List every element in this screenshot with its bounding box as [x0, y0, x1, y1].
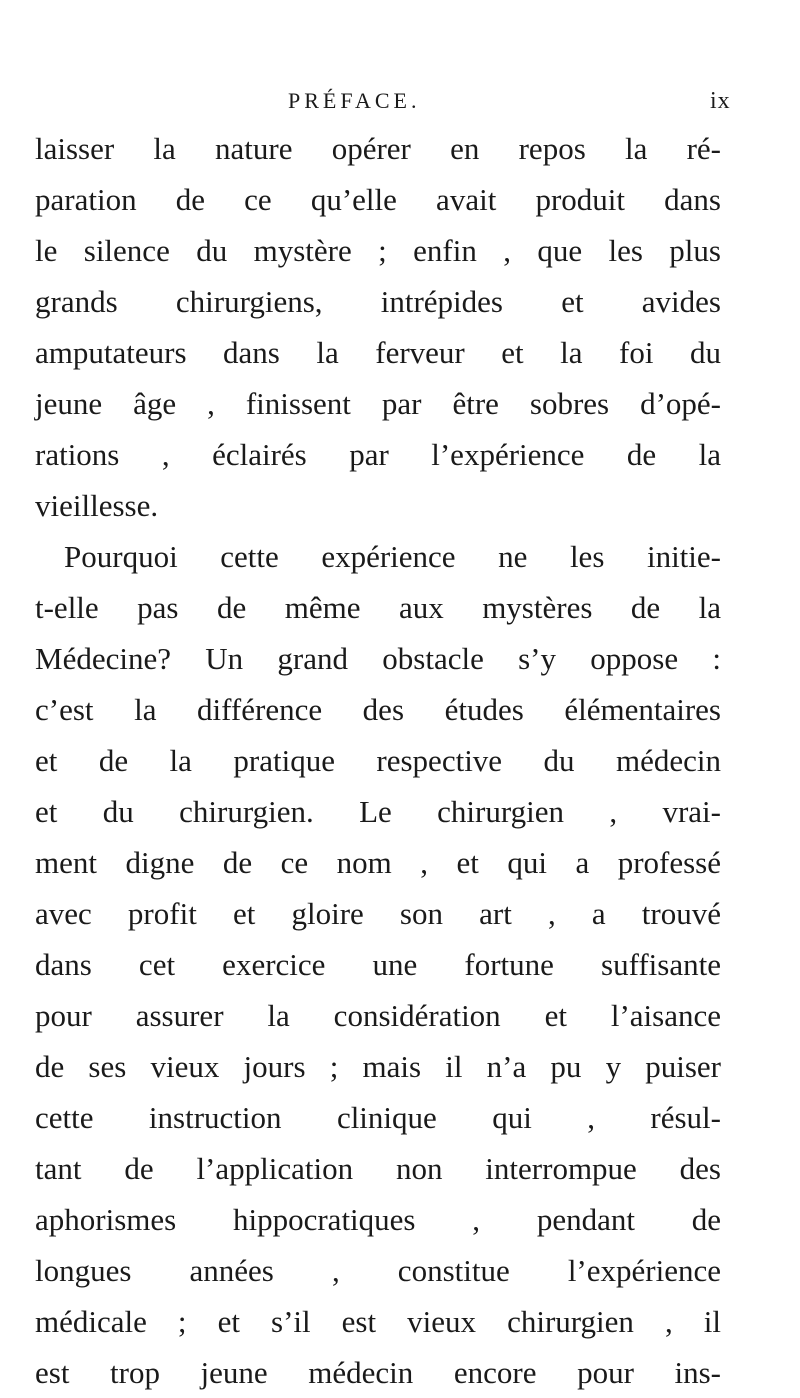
text-line: paration de ce qu’elle avait produit dans	[35, 182, 721, 217]
text-line: ment digne de ce nom , et qui a professé	[35, 845, 721, 880]
text-line: le silence du mystère ; enfin , que les plus	[35, 233, 721, 268]
text-line: longues années , constitue l’expérience	[35, 1253, 721, 1288]
text-line: jeune âge , finissent par être sobres d’opé-	[35, 386, 721, 421]
page-number: ix	[710, 88, 731, 114]
running-head	[0, 86, 800, 122]
text-line: de ses vieux jours ; mais il n’a pu y puiser	[35, 1049, 721, 1084]
text-line: pour assurer la considération et l’aisance	[35, 998, 721, 1033]
text-line: dans cet exercice une fortune suffisante	[35, 947, 721, 982]
text-line: et du chirurgien. Le chirurgien , vrai-	[35, 794, 721, 829]
text-line: rations , éclairés par l’expérience de la	[35, 437, 721, 472]
text-line: Médecine? Un grand obstacle s’y oppose :	[35, 641, 721, 676]
text-line: amputateurs dans la ferveur et la foi du	[35, 335, 721, 370]
text-line: vieillesse.	[35, 488, 159, 523]
text-line: grands chirurgiens, intrépides et avides	[35, 284, 721, 319]
text-line: c’est la différence des études élémentaires	[35, 692, 721, 727]
paragraph-first-line: Pourquoi cette expérience ne les initie-	[64, 539, 721, 574]
text-line: cette instruction clinique qui , résul-	[35, 1100, 721, 1135]
text-line: aphorismes hippocratiques , pendant de	[35, 1202, 721, 1237]
text-line: tant de l’application non interrompue des	[35, 1151, 721, 1186]
text-line: médicale ; et s’il est vieux chirurgien , il	[35, 1304, 721, 1339]
text-line: avec profit et gloire son art , a trouvé	[35, 896, 721, 931]
text-line: et de la pratique respective du médecin	[35, 743, 721, 778]
text-line: t-elle pas de même aux mystères de la	[35, 590, 721, 625]
text-line: est trop jeune médecin encore pour ins-	[35, 1355, 721, 1390]
running-title: PRÉFACE.	[288, 88, 421, 113]
text-line: laisser la nature opérer en repos la ré-	[35, 131, 721, 166]
